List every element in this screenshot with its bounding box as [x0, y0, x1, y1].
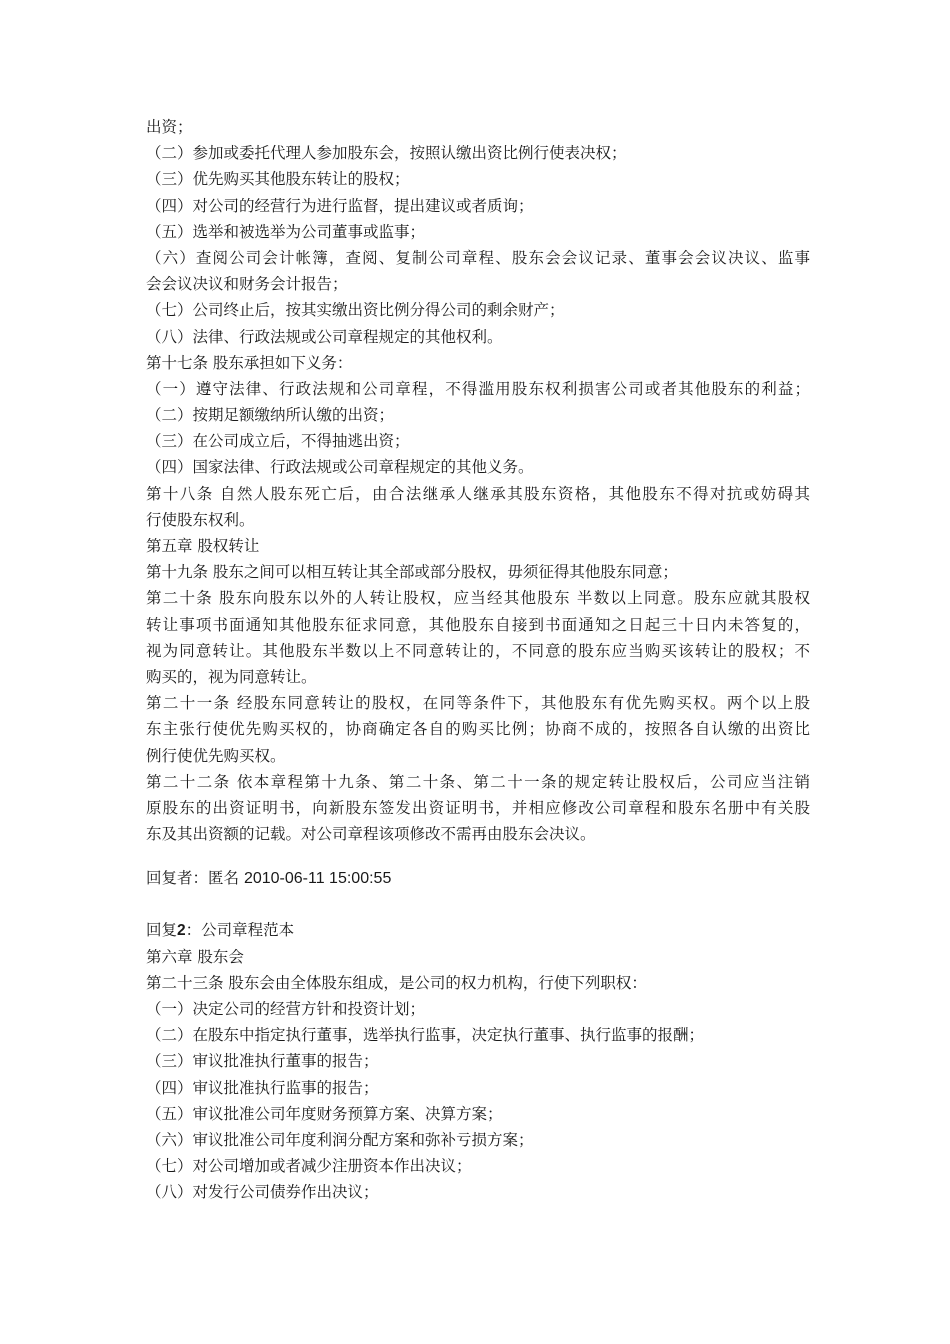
text-line: 转让事项书面通知其他股东征求同意，其他股东自接到书面通知之日起三十日内未答复的， — [146, 615, 810, 634]
text-line: （二）按期足额缴纳所认缴的出资； — [146, 406, 395, 425]
reply-label: 回复 — [146, 921, 178, 940]
text-line: 第六章 股东会 — [146, 947, 244, 966]
text-line: 视为同意转让。其他股东半数以上不同意转让的，不同意的股东应当购买该转让的股权；不 — [146, 641, 810, 660]
text-line: 购买的，视为同意转让。 — [146, 667, 317, 686]
text-line: 第五章 股权转让 — [146, 537, 260, 555]
articles-section — [146, 114, 810, 847]
text-line: 第十九条 股东之间可以相互转让其全部或部分股权，毋须征得其他股东同意； — [146, 563, 678, 582]
reply-number: 2 — [177, 922, 186, 940]
document-page — [146, 114, 810, 1206]
text-line: （六）审议批准公司年度利润分配方案和弥补亏损方案； — [146, 1130, 534, 1149]
text-line: 第二十一条 经股东同意转让的股权，在同等条件下，其他股东有优先购买权。两个以上股 — [146, 694, 810, 713]
text-line: （三）在公司成立后，不得抽逃出资； — [146, 432, 410, 451]
text-line: （二）参加或委托代理人参加股东会，按照认缴出资比例行使表决权； — [146, 144, 627, 163]
reply-author: 回复者：匿名 — [146, 869, 240, 888]
text-line: 东及其出资额的记载。对公司章程该项修改不需再由股东会决议。 — [146, 825, 596, 844]
reply-body — [146, 944, 810, 1206]
text-line: （四）对公司的经营行为进行监督，提出建议或者质询； — [146, 196, 534, 215]
text-line: 原股东的出资证明书，向新股东签发出资证明书，并相应修改公司章程和股东名册中有关股 — [146, 798, 810, 817]
text-line: （一）决定公司的经营方针和投资计划； — [146, 1000, 426, 1018]
text-line: （七）公司终止后，按其实缴出资比例分得公司的剩余财产； — [146, 301, 565, 320]
text-line: 第二十条 股东向股东以外的人转让股权，应当经其他股东 半数以上同意。股东应就其股权 — [146, 589, 810, 608]
text-line: 第二十二条 依本章程第十九条、第二十条、第二十一条的规定转让股权后，公司应当注销 — [146, 772, 810, 791]
text-line: （八）对发行公司债券作出决议； — [146, 1183, 379, 1202]
text-line: （三）优先购买其他股东转让的股权； — [146, 170, 410, 189]
text-line: （四）国家法律、行政法规或公司章程规定的其他义务。 — [146, 458, 534, 477]
spacer — [146, 847, 810, 865]
text-line: （八）法律、行政法规或公司章程规定的其他权利。 — [146, 327, 503, 346]
reply-meta — [146, 865, 810, 891]
text-line: 第二十三条 股东会由全体股东组成，是公司的权力机构，行使下列职权： — [146, 973, 647, 992]
spacer — [146, 891, 810, 917]
text-line: （五）选举和被选举为公司董事或监事； — [146, 222, 426, 241]
text-line: （五）审议批准公司年度财务预算方案、决算方案； — [146, 1104, 503, 1123]
text-line: （二）在股东中指定执行董事，选举执行监事，决定执行董事、执行监事的报酬； — [146, 1026, 705, 1045]
text-line: 会会议决议和财务会计报告； — [146, 275, 348, 294]
text-line: （七）对公司增加或者减少注册资本作出决议； — [146, 1157, 472, 1176]
text-line: 第十八条 自然人股东死亡后，由合法继承人继承其股东资格，其他股东不得对抗或妨碍其 — [146, 484, 810, 503]
text-line: 东主张行使优先购买权的，协商确定各自的购买比例；协商不成的，按照各自认缴的出资比 — [146, 720, 810, 739]
reply-timestamp: 2010-06-11 15:00:55 — [243, 870, 392, 888]
text-line: （六）查阅公司会计帐簿，查阅、复制公司章程、股东会会议记录、董事会会议决议、监事 — [146, 248, 810, 267]
text-line: （四）审议批准执行监事的报告； — [146, 1078, 379, 1097]
text-line: 例行使优先购买权。 — [146, 746, 286, 765]
reply-title: ：公司章程范本 — [185, 921, 295, 940]
text-line: （一）遵守法律、行政法规和公司章程，不得滥用股东权利损害公司或者其他股东的利益； — [146, 379, 810, 398]
reply-heading — [146, 917, 810, 943]
text-line: 出资； — [146, 118, 193, 136]
text-line: 第十七条 股东承担如下义务： — [146, 353, 353, 372]
text-line: 行使股东权利。 — [146, 510, 255, 529]
text-line: （三）审议批准执行董事的报告； — [146, 1052, 379, 1071]
